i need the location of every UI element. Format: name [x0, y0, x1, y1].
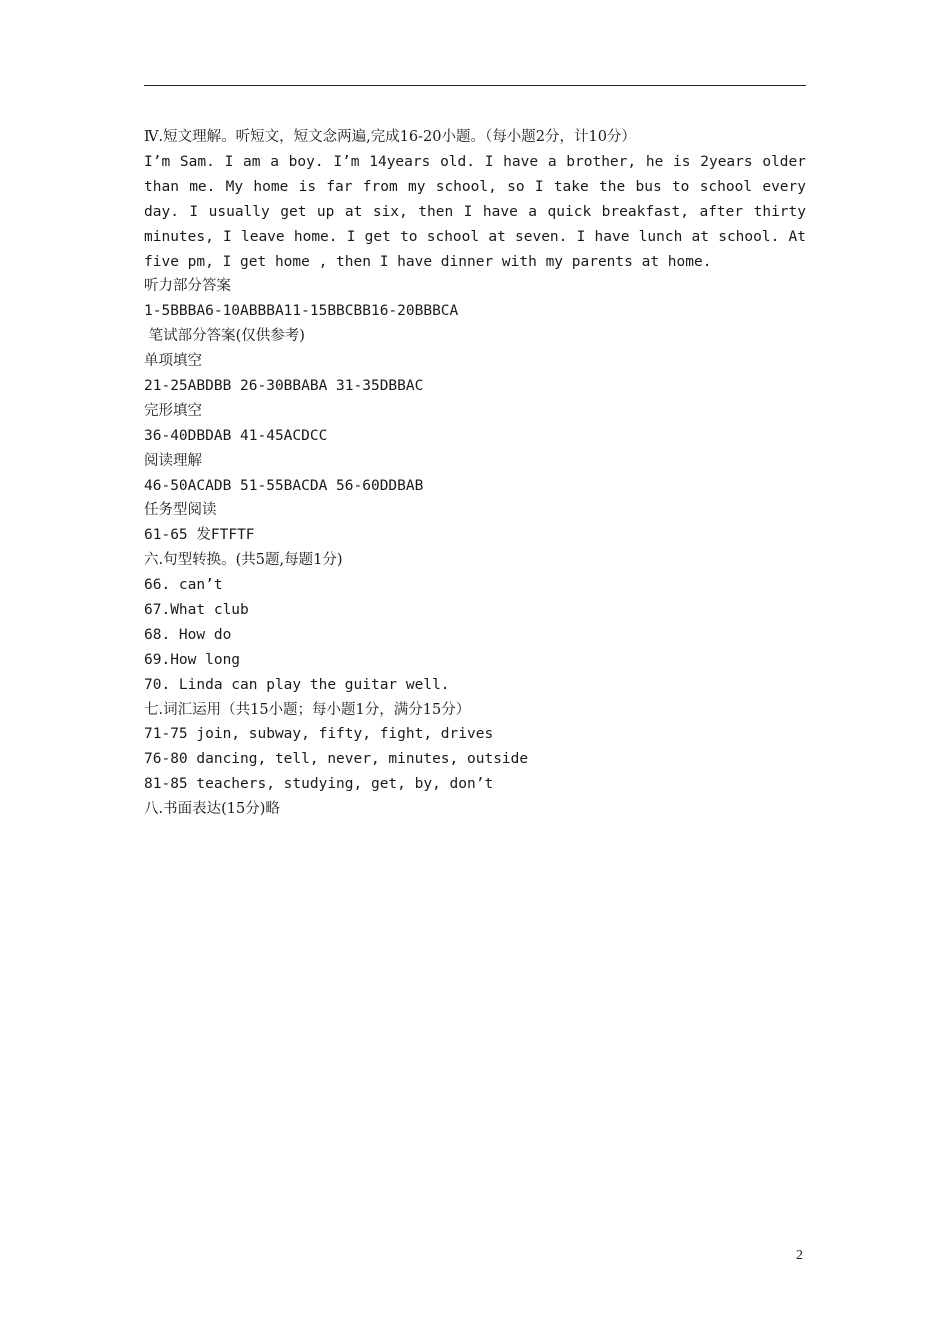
- section-six-item: 66. can’t: [144, 577, 223, 594]
- section-title-single-choice: 单项填空: [144, 353, 202, 370]
- header-rule: [144, 85, 806, 86]
- section-iv-passage: I’m Sam. I am a boy. I’m 14years old. I have a brother, he is 2years older than me. My home is far from my school, so I take the bus to school every day. I usually get up at six, then I have a quick breakfast, after thirty minutes, I leave home. I get to school at seven. I have lunch at school. At five pm, I get home , then I have dinner with my parents at home.: [144, 153, 806, 270]
- section-title-cloze: 完形填空: [144, 402, 202, 419]
- section-six-item: 67.What club: [144, 602, 249, 618]
- page-number: 2: [796, 1248, 803, 1263]
- section-title-task-reading: 任务型阅读: [144, 502, 217, 519]
- written-answers-title: 笔试部分答案(仅供参考): [144, 328, 305, 345]
- section-answers-single-choice: 21-25ABDBB 26-30BBABA 31-35DBBAC: [144, 377, 424, 394]
- section-six-heading: 六.句型转换。(共5题,每题1分): [144, 552, 343, 569]
- listening-answers: 1-5BBBA6-10ABBBA11-15BBCBB16-20BBBCA: [144, 303, 459, 320]
- section-seven-item: 81-85 teachers, studying, get, by, don’t: [144, 776, 494, 793]
- section-title-reading: 阅读理解: [144, 452, 202, 469]
- section-six-item: 69.How long: [144, 651, 241, 668]
- section-answers-task-reading: 61-65 发FTFTF: [144, 527, 255, 544]
- section-seven-heading: 七.词汇运用（共15小题；每小题1分，满分15分）: [144, 701, 471, 718]
- section-seven-item: 71-75 join, subway, fifty, fight, drives: [144, 726, 494, 743]
- section-seven-item: 76-80 dancing, tell, never, minutes, outside: [144, 751, 529, 768]
- section-answers-cloze: 36-40DBDAB 41-45ACDCC: [144, 427, 328, 444]
- section-six-item: 68. How do: [144, 626, 232, 643]
- section-answers-reading: 46-50ACADB 51-55BACDA 56-60DDBAB: [144, 477, 424, 494]
- section-six-item: 70. Linda can play the guitar well.: [144, 676, 450, 693]
- section-eight-heading: 八.书面表达(15分)略: [144, 801, 280, 818]
- section-iv-heading: Ⅳ.短文理解。听短文，短文念两遍,完成16-20小题。（每小题2分，计10分）: [144, 129, 636, 145]
- listening-answers-title: 听力部分答案: [144, 278, 231, 295]
- answer-content: [144, 125, 806, 822]
